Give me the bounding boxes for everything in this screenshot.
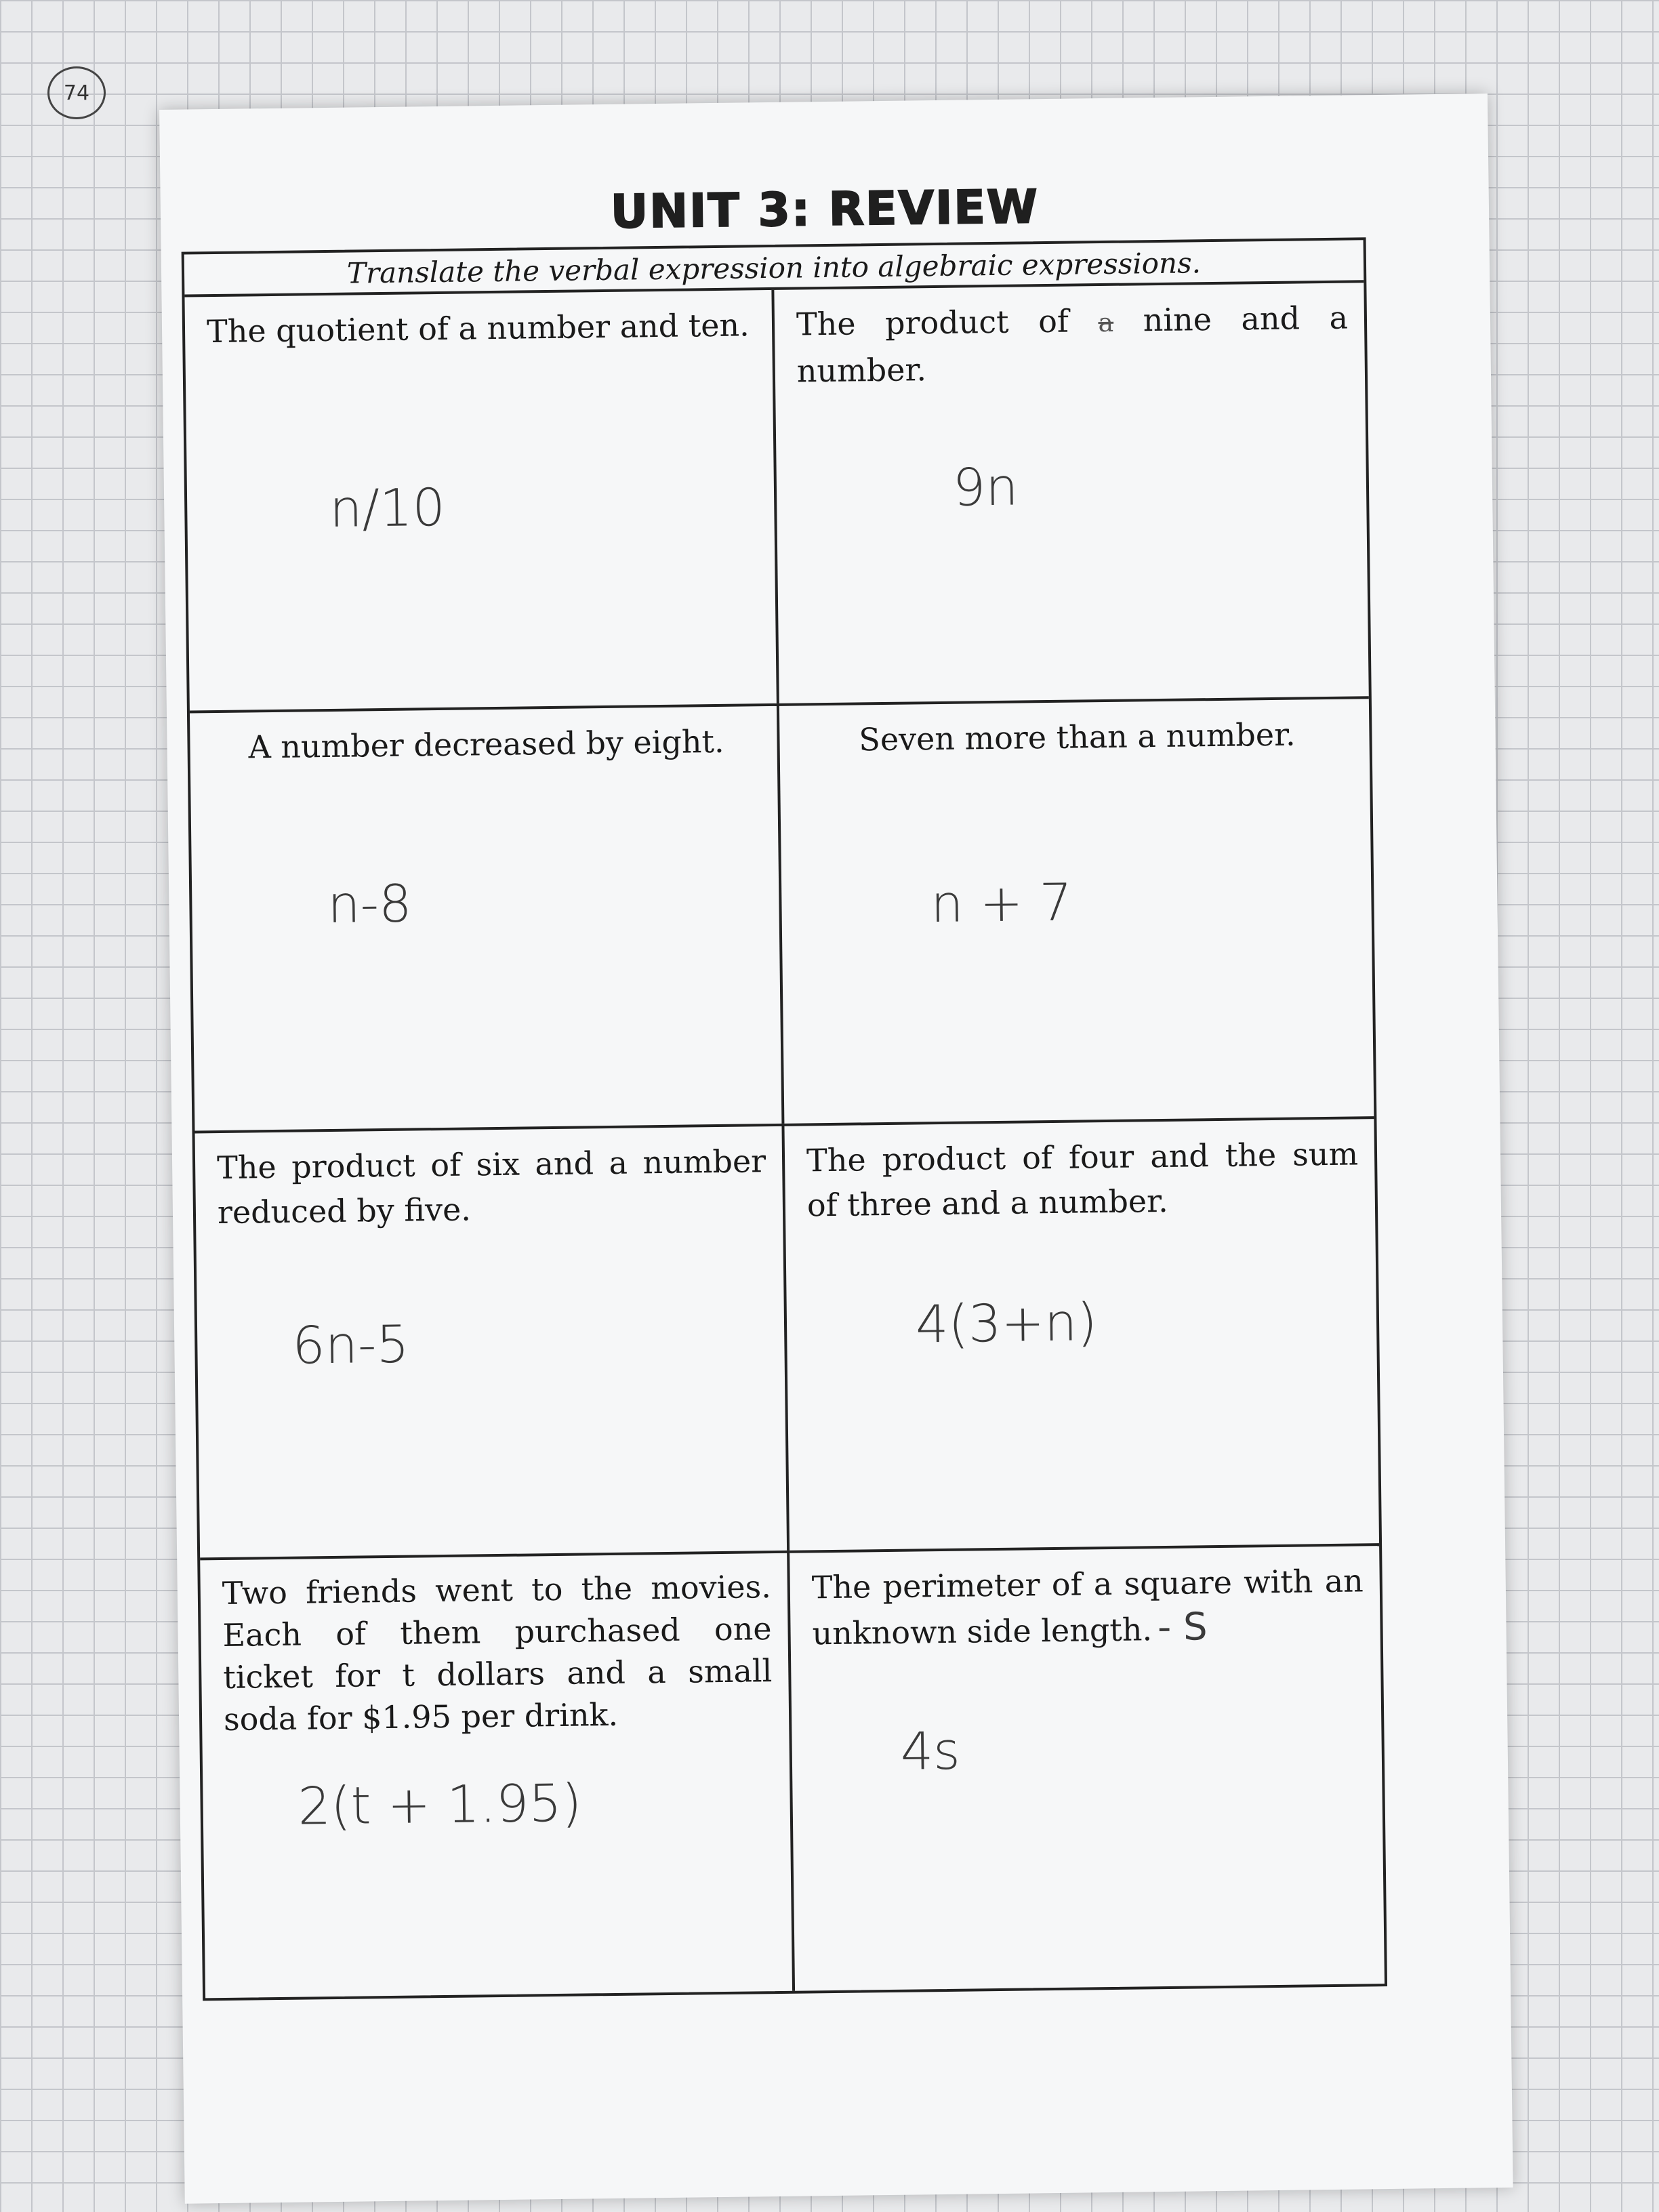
handwritten-note: - S — [1157, 1605, 1208, 1650]
cell-perimeter — [790, 1543, 1385, 1991]
handwritten-answer: n/10 — [329, 476, 446, 539]
prompt-text: The product of four and the sum of three and a number. — [806, 1135, 1359, 1224]
worksheet-paper — [159, 94, 1513, 2204]
cell-product-nine — [774, 283, 1368, 703]
handwritten-answer: n + 7 — [930, 872, 1073, 935]
prompt-text — [811, 1558, 1364, 1656]
cell-quotient — [184, 290, 779, 711]
page-title: UNIT 3: REVIEW — [610, 180, 1040, 239]
handwritten-answer: 2(t + 1.95) — [298, 1772, 582, 1837]
prompt-text: Two friends went to the movies. Each of them purchased one ticket for t dollars and a small soda for $1.95 per drink. — [222, 1568, 773, 1738]
prompt-text: A number decreased by eight. — [248, 722, 724, 766]
handwritten-answer: 4s — [900, 1720, 961, 1782]
worksheet-table — [182, 237, 1387, 2001]
answer-grid — [184, 283, 1385, 1998]
page-number: 74 — [63, 81, 90, 105]
cell-product-four — [784, 1116, 1379, 1551]
prompt-text-before: The product of — [796, 302, 1069, 343]
cell-movies — [200, 1551, 795, 1999]
prompt-text-after: nine and a number. — [796, 299, 1349, 390]
prompt-text: The product of six and a number reduced by five. — [216, 1143, 766, 1231]
cell-product-six — [194, 1124, 790, 1558]
handwritten-answer: 9n — [952, 456, 1019, 518]
prompt-text: The quotient of a number and ten. — [206, 306, 750, 350]
struck-word: a — [1098, 307, 1114, 338]
prompt-text-main: The perimeter of a square with an unknown side length. — [811, 1562, 1364, 1652]
handwritten-answer: 6n-5 — [291, 1313, 410, 1376]
page-number-circle — [47, 66, 106, 119]
instructions: Translate the verbal expression into algebraic expressions. — [184, 240, 1364, 297]
cell-seven-more — [779, 696, 1374, 1124]
prompt-text — [796, 295, 1349, 394]
handwritten-answer: n-8 — [327, 873, 412, 935]
cell-decreased-eight — [190, 703, 785, 1131]
prompt-text: Seven more than a number. — [859, 716, 1296, 758]
handwritten-answer: 4(3+n) — [915, 1292, 1098, 1355]
